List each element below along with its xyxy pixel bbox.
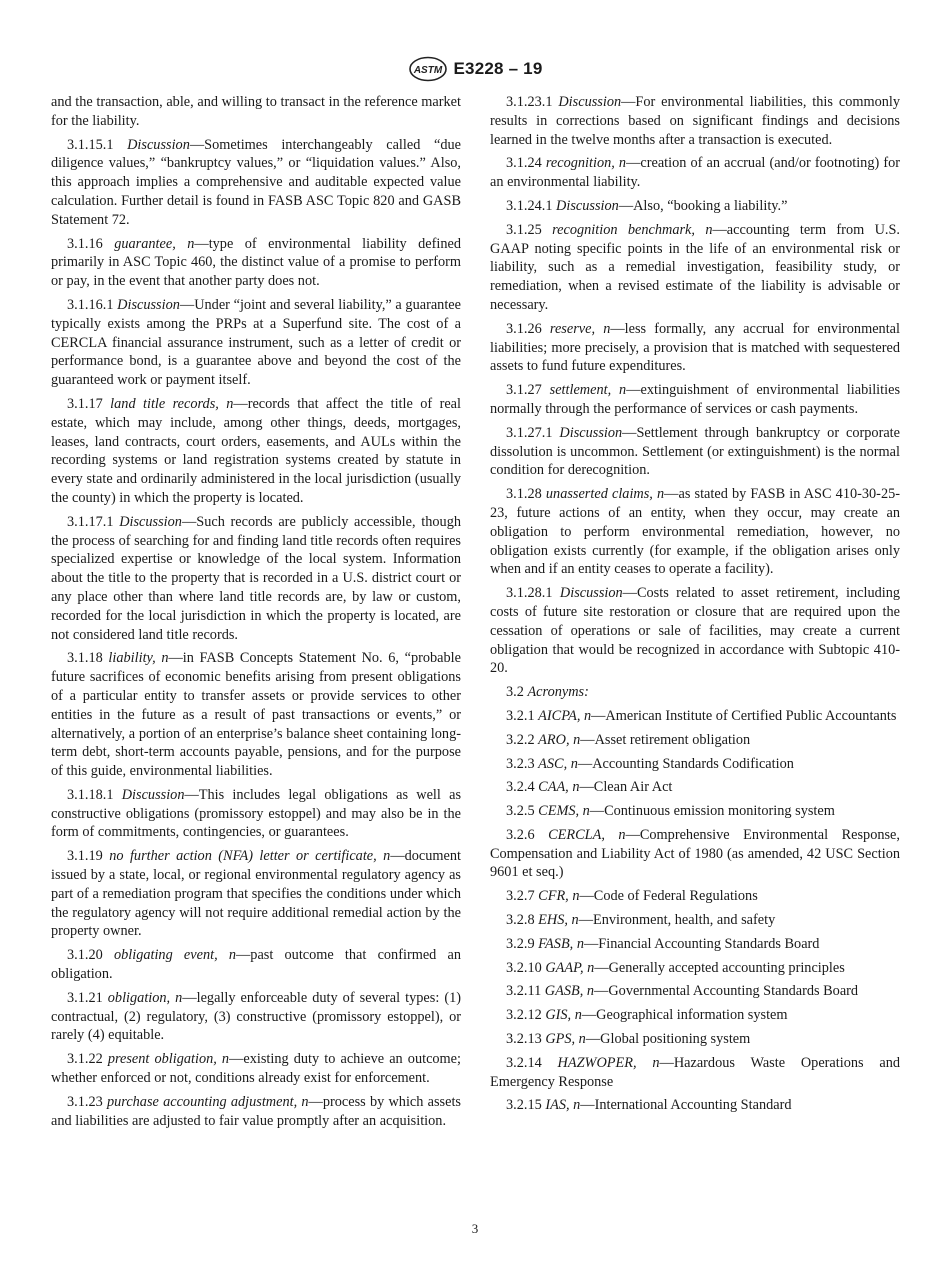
term: liability, n — [108, 650, 169, 667]
section-number: 3.2.12 — [506, 1007, 542, 1024]
section-number: 3.1.24 — [506, 155, 542, 172]
paragraph-3-2-11 — [490, 982, 900, 1001]
paragraph-3-2-3 — [490, 755, 900, 774]
paragraph-3-1-18-1 — [51, 786, 461, 842]
definition-text: —Clean Air Act — [579, 779, 673, 796]
section-number: 3.2.7 — [506, 888, 535, 905]
definition-text: —process by which assets and liabilities are adjusted to fair value promptly after an acquisition. — [51, 1093, 461, 1129]
section-number: 3.1.15.1 — [67, 136, 114, 153]
term: GIS, n — [545, 1007, 582, 1024]
paragraph-3-2-8 — [490, 911, 900, 930]
section-number: 3.1.28 — [506, 486, 542, 503]
section-number: 3.1.26 — [506, 320, 542, 337]
paragraph-3-1-24-1 — [490, 197, 900, 216]
section-number: 3.2.11 — [506, 983, 542, 1000]
section-number: 3.1.23 — [67, 1093, 103, 1110]
paragraph-3-2-7 — [490, 887, 900, 906]
definition-text: —Costs related to asset retirement, including costs of future site restoration or closure that are required upon the cessation of operations or sale of facilities, may create a current obligation that would be recognized in accordance with Subtopic 410-20. — [490, 585, 901, 677]
term: Discussion — [558, 94, 622, 110]
definition-text: —Settlement through bankruptcy or corporate dissolution is uncommon. Settlement (or extinguishment) is the normal condition for derecognition. — [490, 424, 900, 479]
page-header — [0, 56, 950, 82]
definition-text: —Global positioning system — [585, 1031, 751, 1048]
section-number: 3.2.6 — [506, 826, 535, 843]
term: Discussion — [117, 296, 180, 313]
paragraph-3-1-28 — [490, 485, 900, 579]
paragraph-3-1-23-1 — [490, 93, 900, 149]
paragraph-3-1-16-1 — [51, 296, 461, 390]
definition-text: —legally enforceable duty of several types: (1) contractual, (2) regulatory, (3) constructive (promissory estoppel), or rarely (4) equitable. — [51, 989, 461, 1044]
definition-text: —accounting term from U.S. GAAP noting specific points in the life of an environmental risk or liability, such as a remedial investigation, feasibility study, or remediation, when a revised estimate of the liability is advisable or necessary. — [490, 221, 901, 313]
section-number: 3.1.16 — [67, 235, 103, 252]
definition-text: —in FASB Concepts Statement No. 6, “probable future sacrifices of economic benefits arising from present obligations of a particular entity to transfer assets or provide services to other entities in the future as a result of past transactions or events,” or alternatively, a portion of an enterprise’s balance sheet containing long-term debt, short-term accounts payable, pensions, and for the purpose of this guide, environmental liabilities. — [51, 650, 461, 780]
section-number: 3.1.28.1 — [506, 585, 553, 602]
term: ARO, n — [538, 731, 581, 748]
paragraph-3-1-20 — [51, 946, 461, 984]
section-number: 3.1.27 — [506, 382, 542, 399]
section-number: 3.1.25 — [506, 221, 542, 238]
section-number: 3.1.17.1 — [67, 513, 114, 530]
definition-text: —extinguishment of environmental liabilities normally through the performance of services or cash payments. — [490, 382, 901, 417]
term: IAS, n — [545, 1097, 581, 1114]
term: recognition benchmark, n — [552, 221, 713, 238]
paragraph-3-2-1 — [490, 707, 900, 726]
term: Discussion — [559, 585, 623, 602]
paragraph-3-1-16 — [51, 235, 461, 291]
section-number: 3.2.9 — [506, 935, 535, 952]
term: CERCLA, n — [548, 826, 626, 843]
paragraph-3-1-17-1 — [51, 513, 461, 645]
term: CAA, n — [538, 779, 580, 796]
paragraph-3-2 — [490, 683, 900, 702]
term: HAZWOPER, n — [557, 1054, 660, 1071]
definition-text: —Continuous emission monitoring system — [589, 803, 835, 820]
section-number: 3.2.8 — [506, 912, 535, 929]
definition-text: —Code of Federal Regulations — [579, 888, 758, 905]
definition-text: —as stated by FASB in ASC 410-30-25-23, future actions of an entity, when they occur, may create an obligation to perform environmental remediation, however, no obligation exists currently (for example, if the obligation arises only when and if an entity ceases to operate a facility). — [490, 486, 900, 578]
section-number: 3.1.18.1 — [67, 786, 114, 803]
term: EHS, n — [538, 912, 579, 929]
paragraph-3-2-2 — [490, 731, 900, 750]
term: Discussion — [556, 197, 619, 214]
definition-text: —International Accounting Standard — [580, 1097, 792, 1114]
section-number: 3.2.4 — [506, 779, 535, 796]
term: reserve, n — [549, 320, 611, 337]
paragraph-3-1-21 — [51, 989, 461, 1045]
term: land title records, n — [110, 395, 234, 412]
section-number: 3.1.22 — [67, 1051, 103, 1068]
definition-text: —Environment, health, and safety — [578, 912, 776, 929]
section-number: 3.1.24.1 — [506, 197, 553, 214]
section-number: 3.2.15 — [506, 1097, 542, 1114]
paragraph-3-1-24 — [490, 154, 900, 192]
page-number: 3 — [471, 1221, 479, 1236]
definition-text: —Under “joint and several liability,” a guarantee typically exists among the PRPs at a Superfund site. The cost of a CERCLA financial assurance instrument, such as a letter of credit or performance bond, is a guarantee above and beyond the cost of the guaranteed work or payment itself. — [51, 296, 461, 389]
section-number: 3.2.13 — [506, 1031, 542, 1048]
definition-text: —For environmental liabilities, this commonly results in corrections based on significant findings and decisions learned in the twelve months after a transaction is executed. — [490, 94, 900, 148]
term: Acronyms: — [527, 684, 589, 701]
paragraph-3-1-15-1 — [51, 136, 461, 230]
term: Discussion — [121, 786, 185, 803]
paragraph-3-2-13 — [490, 1030, 900, 1049]
paragraph-3-2-4 — [490, 778, 900, 797]
term: Discussion — [559, 424, 623, 441]
section-number: 3.2.3 — [506, 755, 535, 772]
section-number: 3.1.20 — [67, 947, 103, 964]
term: ASC, n — [538, 755, 578, 772]
astm-logo-icon — [408, 56, 448, 82]
paragraph-3-2-5 — [490, 802, 900, 821]
term: obligating event, n — [113, 947, 236, 964]
paragraph-3-1-28-1 — [490, 584, 900, 678]
right-column — [490, 93, 900, 1120]
definition-text: —Sometimes interchangeably called “due diligence values,” “bankruptcy values,” or “liquidation values.” Also, this approach implies a comprehensive and auditable expected value calculation. Further detail is found in FASB ASC Topic 820 and GASB Statement 72. — [51, 136, 461, 228]
left-column — [51, 93, 461, 1135]
term: recognition, n — [545, 155, 627, 172]
paragraph-3-1-22 — [51, 1050, 461, 1088]
definition-text: —Generally accepted accounting principles — [594, 959, 845, 976]
section-number: 3.1.23.1 — [506, 94, 553, 110]
paragraph-3-1-19 — [51, 847, 461, 941]
section-number: 3.2.10 — [506, 959, 542, 976]
definition-text: —existing duty to achieve an outcome; whether enforced or not, conditions already exist for enforcement. — [51, 1051, 461, 1087]
paragraph-3-1-27-1 — [490, 424, 900, 480]
definition-text: —records that affect the title of real estate, which may include, among other things, deeds, mortgages, leases, land contracts, court orders, easements, and AULs within the recording systems or land registration systems created by statute in every state and ordinarily administered in the local jurisdiction (usually the county) in which the property is located. — [51, 395, 462, 506]
paragraph-3-2-12 — [490, 1006, 900, 1025]
term: GPS, n — [545, 1031, 586, 1048]
definition-text: —Governmental Accounting Standards Board — [594, 983, 859, 1000]
document-id: E3228 – 19 — [453, 59, 543, 78]
section-number: 3.2.2 — [506, 731, 535, 748]
term: CFR, n — [538, 888, 580, 905]
definition-text: —Accounting Standards Codification — [577, 755, 794, 772]
section-number: 3.1.27.1 — [506, 424, 553, 441]
section-number: 3.2.1 — [506, 707, 535, 724]
paragraph-3-1-18 — [51, 649, 461, 781]
paragraph-3-2-9 — [490, 935, 900, 954]
term: present obligation, n — [107, 1051, 230, 1068]
paragraph-3-1-25 — [490, 221, 900, 315]
section-number: 3.1.19 — [67, 848, 103, 865]
term: settlement, n — [549, 382, 627, 399]
term: FASB, n — [538, 935, 584, 952]
paragraph-3-1-17 — [51, 395, 461, 508]
definition-text: —type of environmental liability defined primarily in ASC Topic 460, the distinct value of a promise to perform or pay, in the event that another party does not. — [51, 235, 461, 290]
definition-text: —Geographical information system — [581, 1007, 788, 1024]
definition-text: —less formally, any accrual for environmental liabilities; more precisely, a provision that is matched with sequestered assets to fund future expenditures. — [490, 320, 900, 375]
definition-text: —Also, “booking a liability.” — [618, 197, 788, 214]
term: guarantee, n — [114, 235, 195, 252]
paragraph-3-1-27 — [490, 381, 900, 419]
definition-text: —creation of an accrual (and/or footnoting) for an environmental liability. — [490, 155, 900, 191]
definition-text: —Such records are publicly accessible, though the process of searching for and finding land title records often requires specialized expertise or knowledge of the local system. Information about the title to the property that is recorded in a U.S. district court or any place other than where land title records are, by law or custom, recorded for the local jurisdiction in which the property is located, are not considered land title records. — [51, 513, 461, 643]
definition-text: —American Institute of Certified Public Accountants — [591, 707, 897, 724]
definition-text: —Asset retirement obligation — [580, 731, 751, 748]
paragraph-continued — [51, 93, 461, 131]
term: purchase accounting adjustment, n — [106, 1093, 309, 1110]
term: unasserted claims, n — [545, 486, 665, 503]
definition-text: —past outcome that confirmed an obligation. — [51, 947, 462, 983]
section-number: 3.1.17 — [67, 395, 103, 412]
section-number: 3.2.5 — [506, 803, 535, 820]
section-number: 3.2 — [506, 684, 524, 701]
term: CEMS, n — [538, 803, 590, 820]
paragraph-3-2-15 — [490, 1096, 900, 1115]
definition-text: and the transaction, able, and willing to transact in the reference market for the liability. — [51, 94, 461, 129]
term: Discussion — [127, 136, 190, 153]
paragraph-3-1-26 — [490, 320, 900, 376]
section-number: 3.1.16.1 — [67, 296, 114, 313]
svg-text:ASTM: ASTM — [413, 65, 442, 76]
section-number: 3.2.14 — [506, 1054, 542, 1071]
paragraph-3-2-14 — [490, 1054, 900, 1092]
definition-text: —document issued by a state, local, or regional environmental regulatory agency as part of a remediation program that specifies the conditions under which the regulatory agency will not require additional remedial action by the property owner. — [51, 848, 461, 940]
term: Discussion — [119, 513, 182, 530]
term: GAAP, n — [545, 959, 595, 976]
paragraph-3-1-23 — [51, 1093, 461, 1131]
definition-text: —Comprehensive Environmental Response, Compensation and Liability Act of 1980 (as amended, 42 USC Section 9601 et seq.) — [490, 826, 900, 881]
term: no further action (NFA) letter or certificate, n — [109, 848, 391, 865]
term: obligation, n — [107, 989, 183, 1006]
section-number: 3.1.21 — [67, 989, 103, 1006]
paragraph-3-2-10 — [490, 959, 900, 978]
definition-text: —Financial Accounting Standards Board — [583, 935, 820, 952]
section-number: 3.1.18 — [67, 650, 103, 667]
term: AICPA, n — [538, 707, 592, 724]
definition-text: —This includes legal obligations as well as constructive obligations (promissory estoppel) and may also be in the form of commitments, contingencies, or guarantees. — [51, 786, 462, 841]
definition-text: —Hazardous Waste Operations and Emergency Response — [490, 1054, 901, 1090]
term: GASB, n — [544, 983, 595, 1000]
paragraph-3-2-6 — [490, 826, 900, 882]
